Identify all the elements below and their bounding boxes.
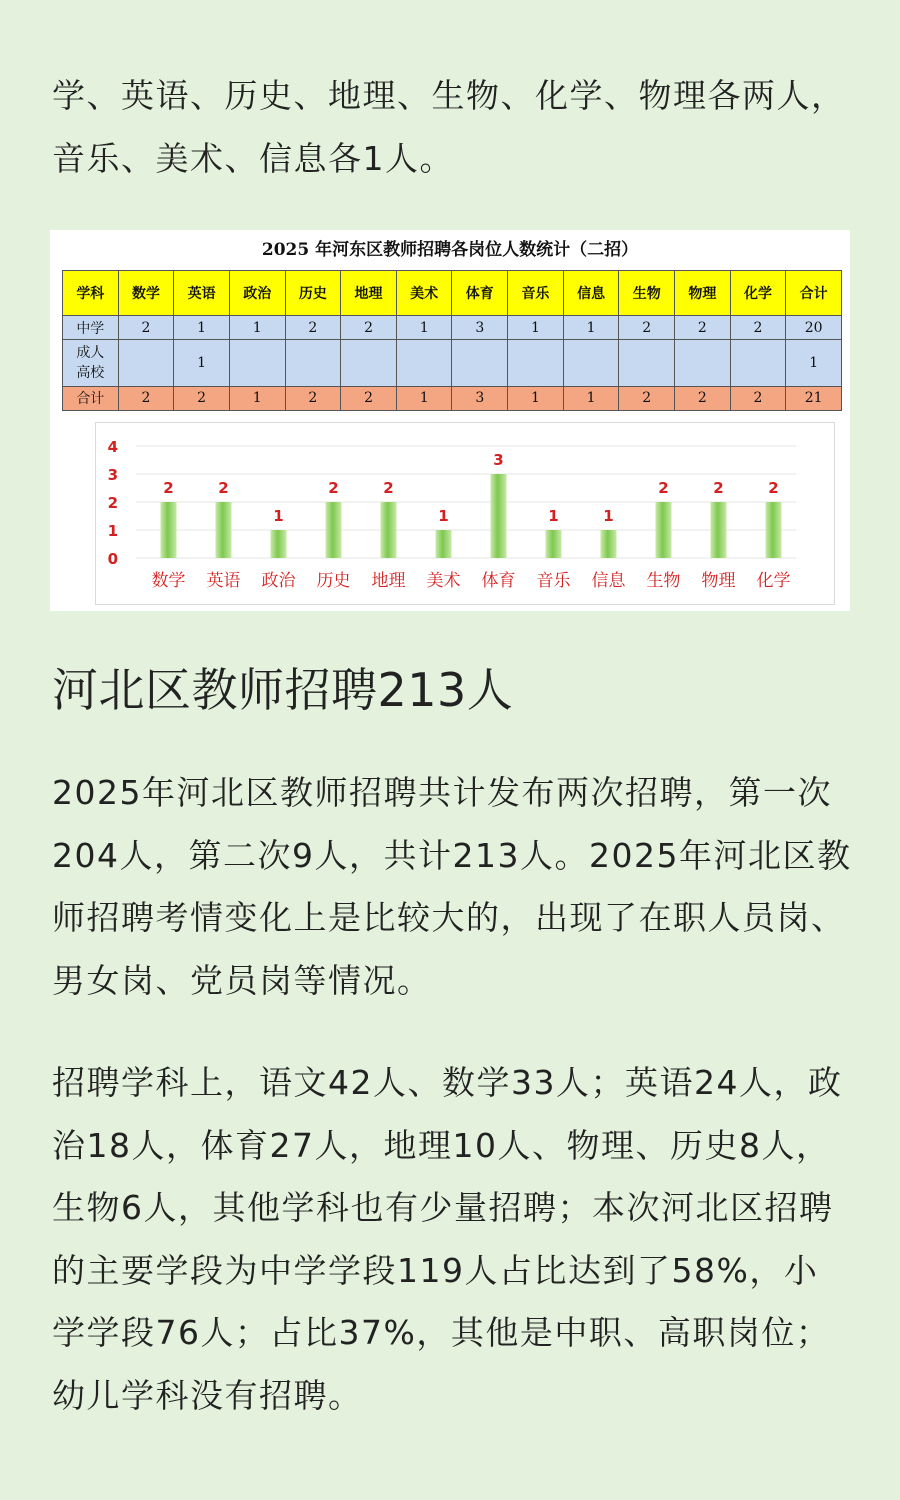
- x-tick-label: 生物: [646, 571, 681, 591]
- table-cell: 1: [563, 386, 619, 410]
- table-cell: 1: [396, 386, 452, 410]
- bar: [436, 530, 452, 558]
- intro-paragraph: 学、英语、历史、地理、生物、化学、物理各两人，音乐、美术、信息各1人。: [52, 76, 846, 178]
- table-cell: 2: [285, 386, 341, 410]
- bar: [161, 502, 177, 558]
- table-header-cell: 美术: [396, 271, 452, 316]
- figure-title: 2025 年河东区教师招聘各岗位人数统计（二招）: [261, 240, 639, 260]
- table-cell: 3: [452, 386, 508, 410]
- data-label: 1: [548, 507, 559, 525]
- x-tick-label: 英语: [206, 571, 241, 591]
- data-label: 2: [713, 479, 724, 497]
- bar: [546, 530, 562, 558]
- bar: [766, 502, 782, 558]
- data-label: 2: [658, 479, 669, 497]
- table-row-total: [63, 386, 842, 410]
- table-cell: 2: [730, 316, 786, 340]
- data-label: 2: [218, 479, 229, 497]
- data-label: 2: [328, 479, 339, 497]
- table-header-cell: 生物: [619, 271, 675, 316]
- table-cell: [118, 340, 174, 387]
- table-header-cell: 学科: [63, 271, 119, 316]
- table-header-cell: 英语: [174, 271, 230, 316]
- row-label: 合计: [63, 386, 119, 410]
- x-tick-label: 历史: [316, 571, 351, 591]
- table-cell: 21: [786, 386, 842, 410]
- table-header-cell: 数学: [118, 271, 174, 316]
- table-cell: 1: [174, 316, 230, 340]
- table-cell: 1: [563, 316, 619, 340]
- table-header-cell: 信息: [563, 271, 619, 316]
- paragraph: 招聘学科上，语文42人、数学33人；英语24人，政治18人，体育27人，地理10人、物理、历史8人，生物6人，其他学科也有少量招聘；本次河北区招聘的主要学段为中学学段119人占比达到了58%，小学学段76人；占比37%，其他是中职、高职岗位；幼儿学科没有招聘。: [52, 1063, 843, 1415]
- x-tick-label: 地理: [371, 571, 406, 591]
- table-cell: 2: [730, 386, 786, 410]
- table-cell: [341, 340, 397, 387]
- statistics-table: [62, 270, 842, 411]
- table-header-cell: 化学: [730, 271, 786, 316]
- table-cell: 1: [786, 340, 842, 387]
- data-label: 1: [603, 507, 614, 525]
- bar: [326, 502, 342, 558]
- table-cell: 2: [675, 316, 731, 340]
- x-tick-label: 物理: [701, 571, 736, 591]
- table-cell: 2: [341, 316, 397, 340]
- bar: [381, 502, 397, 558]
- data-label: 2: [383, 479, 394, 497]
- table-row-adult-college: [63, 340, 842, 387]
- paragraph: 2025年河北区教师招聘共计发布两次招聘，第一次204人，第二次9人，共计213人。2025年河北区教师招聘考情变化上是比较大的，出现了在职人员岗、男女岗、党员岗等情况。: [52, 773, 852, 1000]
- table-header-cell: 合计: [786, 271, 842, 316]
- data-label: 2: [768, 479, 779, 497]
- table-header-cell: 历史: [285, 271, 341, 316]
- table-cell: [675, 340, 731, 387]
- table-cell: [452, 340, 508, 387]
- statistics-figure: [50, 230, 850, 611]
- table-cell: 1: [174, 340, 230, 387]
- table-cell: 1: [229, 386, 285, 410]
- table-cell: 1: [229, 316, 285, 340]
- table-header-cell: 音乐: [508, 271, 564, 316]
- table-cell: 20: [786, 316, 842, 340]
- x-tick-label: 化学: [756, 571, 791, 591]
- table-cell: [285, 340, 341, 387]
- data-label: 2: [163, 479, 174, 497]
- table-cell: [619, 340, 675, 387]
- bar: [271, 530, 287, 558]
- row-label: [63, 340, 119, 387]
- table-header-cell: 政治: [229, 271, 285, 316]
- y-tick-label: 2: [107, 494, 118, 512]
- bar: [711, 502, 727, 558]
- bar-chart: [95, 422, 835, 605]
- table-header-cell: 物理: [675, 271, 731, 316]
- table-cell: [508, 340, 564, 387]
- table-cell: 2: [619, 316, 675, 340]
- table-header-cell: 体育: [452, 271, 508, 316]
- bar: [601, 530, 617, 558]
- bar: [656, 502, 672, 558]
- section-heading: 河北区教师招聘213人: [52, 663, 514, 717]
- bar-chart-svg: [96, 423, 834, 604]
- bar: [491, 474, 507, 558]
- table-cell: 2: [341, 386, 397, 410]
- table-cell: 2: [118, 386, 174, 410]
- table-cell: [563, 340, 619, 387]
- x-tick-label: 信息: [591, 571, 626, 591]
- table-cell: [730, 340, 786, 387]
- table-row-middle-school: [63, 316, 842, 340]
- x-tick-label: 数学: [151, 571, 186, 591]
- data-label: 1: [273, 507, 284, 525]
- y-tick-label: 4: [107, 438, 118, 456]
- row-label-line: 高校: [76, 364, 105, 381]
- table-cell: [229, 340, 285, 387]
- table-cell: 2: [675, 386, 731, 410]
- table-cell: 2: [285, 316, 341, 340]
- data-label: 3: [493, 451, 504, 469]
- data-label: 1: [438, 507, 449, 525]
- table-header-row: [63, 271, 842, 316]
- table-cell: 1: [396, 316, 452, 340]
- y-tick-label: 0: [107, 550, 118, 568]
- table-cell: 2: [118, 316, 174, 340]
- bar: [216, 502, 232, 558]
- x-tick-label: 体育: [481, 571, 516, 591]
- table-header-cell: 地理: [341, 271, 397, 316]
- table-cell: [396, 340, 452, 387]
- row-label-line: 成人: [76, 344, 105, 361]
- table-cell: 2: [174, 386, 230, 410]
- y-tick-label: 3: [107, 466, 118, 484]
- x-tick-label: 美术: [426, 571, 461, 591]
- table-cell: 1: [508, 386, 564, 410]
- table-cell: 1: [508, 316, 564, 340]
- table-cell: 2: [619, 386, 675, 410]
- y-tick-label: 1: [107, 522, 118, 540]
- table-cell: 3: [452, 316, 508, 340]
- row-label: 中学: [63, 316, 119, 340]
- x-tick-label: 政治: [261, 571, 296, 591]
- x-tick-label: 音乐: [536, 571, 571, 591]
